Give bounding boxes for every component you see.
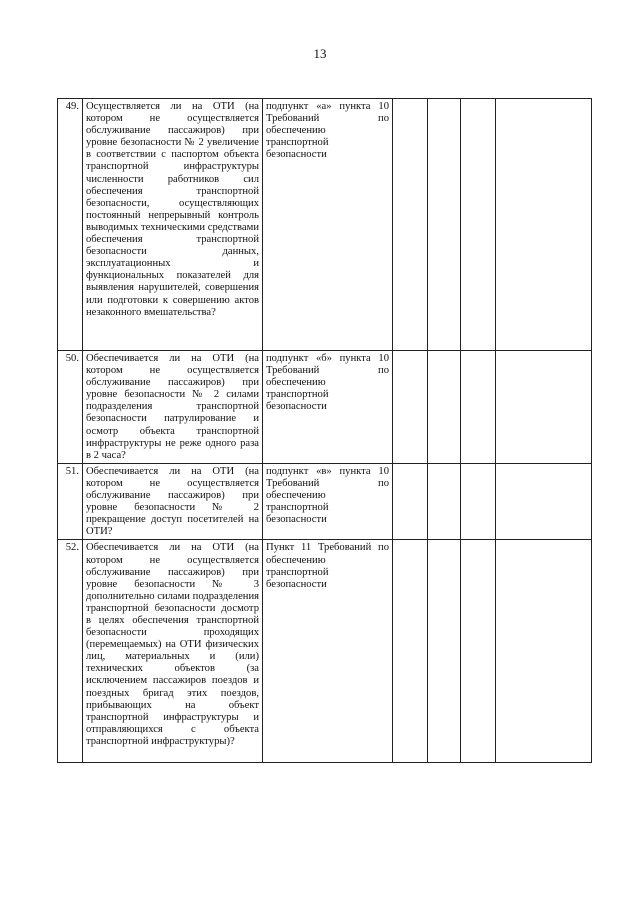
requirement-reference: подпункт «б» пункта 10 Требований по обеспечению транспортной безопасности (266, 353, 389, 413)
row-number: 51. (58, 463, 83, 540)
answer-cell-na[interactable] (461, 463, 496, 540)
requirement-reference-cell (263, 99, 393, 351)
row-number: 52. (58, 540, 83, 763)
answer-cell-yes[interactable] (393, 463, 428, 540)
answer-cell-no[interactable] (428, 99, 461, 351)
answer-cell-no[interactable] (428, 463, 461, 540)
answer-cell-yes[interactable] (393, 351, 428, 464)
answer-cell-no[interactable] (428, 351, 461, 464)
requirement-reference: Пункт 11 Требований по обеспечению транспортной безопасности (266, 542, 389, 590)
row-number: 50. (58, 351, 83, 464)
notes-cell[interactable] (496, 540, 592, 763)
page-number: 13 (313, 46, 327, 61)
table-row (58, 463, 592, 540)
answer-cell-na[interactable] (461, 351, 496, 464)
table-row (58, 351, 592, 464)
checklist-table (57, 98, 592, 763)
question-text: Обеспечивается ли на ОТИ (на котором не осуществляется обслуживание пассажиров) при уровне безопасности № 2 прекращение доступ посетителей на ОТИ? (86, 465, 259, 538)
question-cell (83, 99, 263, 351)
question-cell (83, 463, 263, 540)
question-text: Обеспечивается ли на ОТИ (на котором не осуществляется обслуживание пассажиров) при уровне безопасности № 3 дополнительно силами подразделения транспортной безопасности досмотр в целях обеспечения транспортной безопасности проходящих (перемещаемых) на ОТИ физических лиц, материальных и (или) технических объектов (за исключением пассажиров поездов и поездных бригад этих поездов, прибывающих на объект транспортной инфраструктуры и отправляющихся с объекта транспортной инфраструктуры)? (86, 542, 259, 747)
requirement-reference: подпункт «а» пункта 10 Требований по обеспечению транспортной безопасности (266, 101, 389, 161)
question-cell (83, 351, 263, 464)
answer-cell-na[interactable] (461, 540, 496, 763)
requirement-reference-cell (263, 540, 393, 763)
answer-cell-yes[interactable] (393, 99, 428, 351)
question-text: Обеспечивается ли на ОТИ (на котором не осуществляется обслуживание пассажиров) при уровне безопасности № 2 силами подразделения транспортной безопасности патрулирование и осмотр объекта транспортной инфраструктуры не реже одного раза в 2 часа? (86, 353, 259, 461)
answer-cell-no[interactable] (428, 540, 461, 763)
answer-cell-yes[interactable] (393, 540, 428, 763)
notes-cell[interactable] (496, 463, 592, 540)
requirement-reference-cell (263, 463, 393, 540)
notes-cell[interactable] (496, 99, 592, 351)
row-number: 49. (58, 99, 83, 351)
table-row (58, 99, 592, 351)
answer-cell-na[interactable] (461, 99, 496, 351)
table-row (58, 540, 592, 763)
notes-cell[interactable] (496, 351, 592, 464)
question-text: Осуществляется ли на ОТИ (на котором не осуществляется обслуживание пассажиров) при уровне безопасности № 2 увеличение в соответствии с паспортом объекта транспортной инфраструктуры численности работников сил обеспечения транспортной безопасности, осуществляющих постоянный непрерывный контроль выводимых техническими средствами обеспечения транспортной безопасности данных, эксплуатационных и функциональных показателей для выявления нарушителей, совершения или подготовки к совершению актов незаконного вмешательства? (86, 101, 259, 318)
requirement-reference: подпункт «в» пункта 10 Требований по обеспечению транспортной безопасности (266, 465, 389, 526)
requirement-reference-cell (263, 351, 393, 464)
question-cell (83, 540, 263, 763)
